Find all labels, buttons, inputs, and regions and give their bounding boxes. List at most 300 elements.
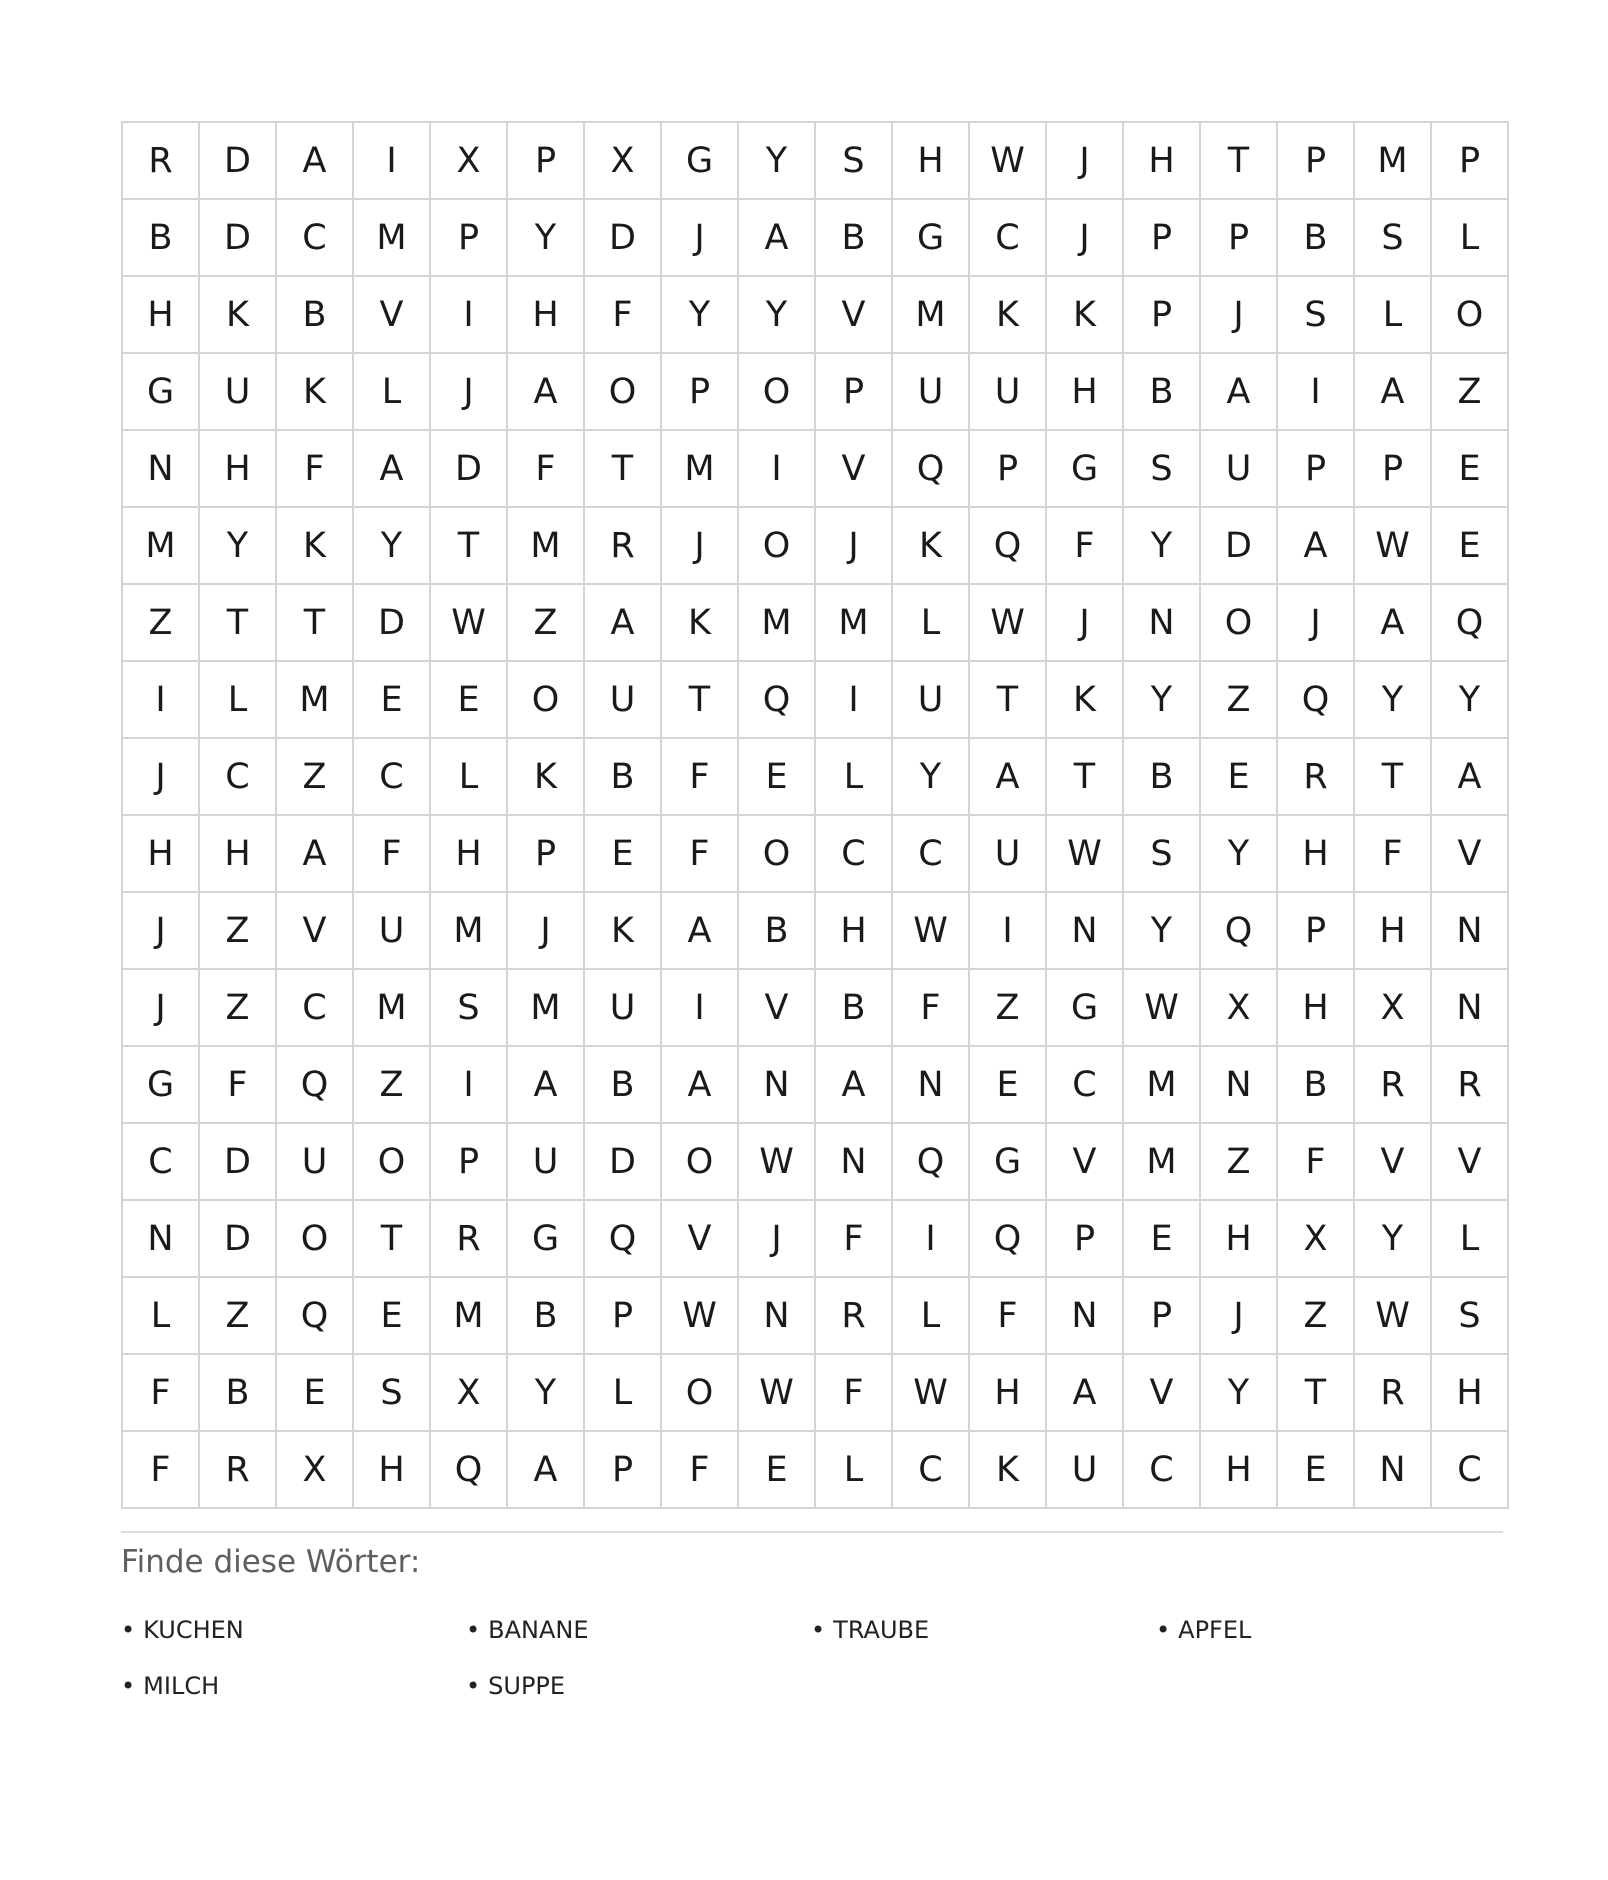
- grid-cell[interactable]: W: [1355, 508, 1432, 585]
- grid-cell[interactable]: X: [1355, 970, 1432, 1047]
- grid-cell[interactable]: I: [970, 893, 1047, 970]
- grid-cell[interactable]: N: [739, 1278, 816, 1355]
- grid-cell[interactable]: E: [1201, 739, 1278, 816]
- grid-cell[interactable]: U: [1047, 1432, 1124, 1509]
- grid-cell[interactable]: M: [1124, 1124, 1201, 1201]
- grid-cell[interactable]: A: [354, 431, 431, 508]
- grid-cell[interactable]: G: [123, 1047, 200, 1124]
- grid-cell[interactable]: I: [123, 662, 200, 739]
- grid-cell[interactable]: F: [970, 1278, 1047, 1355]
- grid-cell[interactable]: U: [1201, 431, 1278, 508]
- grid-cell[interactable]: H: [1201, 1432, 1278, 1509]
- grid-cell[interactable]: C: [277, 970, 354, 1047]
- grid-cell[interactable]: H: [1278, 970, 1355, 1047]
- grid-cell[interactable]: R: [1278, 739, 1355, 816]
- grid-cell[interactable]: V: [662, 1201, 739, 1278]
- grid-cell[interactable]: H: [431, 816, 508, 893]
- grid-cell[interactable]: T: [970, 662, 1047, 739]
- grid-cell[interactable]: Q: [277, 1047, 354, 1124]
- grid-cell[interactable]: A: [508, 1047, 585, 1124]
- grid-cell[interactable]: S: [354, 1355, 431, 1432]
- grid-cell[interactable]: F: [585, 277, 662, 354]
- grid-cell[interactable]: R: [1432, 1047, 1509, 1124]
- grid-cell[interactable]: V: [1432, 1124, 1509, 1201]
- grid-cell[interactable]: B: [200, 1355, 277, 1432]
- grid-cell[interactable]: E: [585, 816, 662, 893]
- grid-cell[interactable]: P: [1278, 431, 1355, 508]
- grid-cell[interactable]: L: [200, 662, 277, 739]
- grid-cell[interactable]: C: [277, 200, 354, 277]
- grid-cell[interactable]: Z: [200, 893, 277, 970]
- grid-cell[interactable]: T: [585, 431, 662, 508]
- grid-cell[interactable]: F: [200, 1047, 277, 1124]
- grid-cell[interactable]: G: [893, 200, 970, 277]
- grid-cell[interactable]: C: [970, 200, 1047, 277]
- grid-cell[interactable]: X: [431, 123, 508, 200]
- grid-cell[interactable]: B: [1278, 200, 1355, 277]
- grid-cell[interactable]: W: [431, 585, 508, 662]
- grid-cell[interactable]: Z: [123, 585, 200, 662]
- grid-cell[interactable]: F: [277, 431, 354, 508]
- grid-cell[interactable]: L: [893, 585, 970, 662]
- grid-cell[interactable]: F: [1047, 508, 1124, 585]
- grid-cell[interactable]: F: [662, 816, 739, 893]
- grid-cell[interactable]: Y: [1124, 893, 1201, 970]
- grid-cell[interactable]: T: [1201, 123, 1278, 200]
- grid-cell[interactable]: O: [277, 1201, 354, 1278]
- grid-cell[interactable]: O: [662, 1355, 739, 1432]
- grid-cell[interactable]: H: [1355, 893, 1432, 970]
- grid-cell[interactable]: X: [277, 1432, 354, 1509]
- grid-cell[interactable]: E: [431, 662, 508, 739]
- grid-cell[interactable]: H: [816, 893, 893, 970]
- grid-cell[interactable]: D: [200, 1201, 277, 1278]
- grid-cell[interactable]: D: [200, 200, 277, 277]
- grid-cell[interactable]: A: [1355, 354, 1432, 431]
- grid-cell[interactable]: I: [662, 970, 739, 1047]
- grid-cell[interactable]: T: [1278, 1355, 1355, 1432]
- grid-cell[interactable]: Q: [1278, 662, 1355, 739]
- grid-cell[interactable]: A: [508, 1432, 585, 1509]
- grid-cell[interactable]: G: [508, 1201, 585, 1278]
- grid-cell[interactable]: E: [739, 1432, 816, 1509]
- grid-cell[interactable]: R: [1355, 1355, 1432, 1432]
- grid-cell[interactable]: B: [739, 893, 816, 970]
- grid-cell[interactable]: Q: [970, 1201, 1047, 1278]
- grid-cell[interactable]: Q: [431, 1432, 508, 1509]
- grid-cell[interactable]: G: [1047, 431, 1124, 508]
- grid-cell[interactable]: A: [662, 1047, 739, 1124]
- grid-cell[interactable]: E: [1432, 431, 1509, 508]
- grid-cell[interactable]: M: [431, 1278, 508, 1355]
- grid-cell[interactable]: O: [739, 508, 816, 585]
- grid-cell[interactable]: B: [1278, 1047, 1355, 1124]
- grid-cell[interactable]: P: [816, 354, 893, 431]
- grid-cell[interactable]: Q: [739, 662, 816, 739]
- grid-cell[interactable]: W: [1047, 816, 1124, 893]
- grid-cell[interactable]: R: [1355, 1047, 1432, 1124]
- grid-cell[interactable]: H: [200, 431, 277, 508]
- grid-cell[interactable]: E: [354, 662, 431, 739]
- grid-cell[interactable]: M: [354, 200, 431, 277]
- grid-cell[interactable]: W: [662, 1278, 739, 1355]
- grid-cell[interactable]: I: [816, 662, 893, 739]
- grid-cell[interactable]: O: [1432, 277, 1509, 354]
- grid-cell[interactable]: Z: [1201, 1124, 1278, 1201]
- grid-cell[interactable]: U: [970, 816, 1047, 893]
- grid-cell[interactable]: K: [277, 508, 354, 585]
- grid-cell[interactable]: H: [1124, 123, 1201, 200]
- grid-cell[interactable]: H: [200, 816, 277, 893]
- grid-cell[interactable]: W: [739, 1355, 816, 1432]
- grid-cell[interactable]: W: [1355, 1278, 1432, 1355]
- grid-cell[interactable]: C: [893, 816, 970, 893]
- grid-cell[interactable]: M: [354, 970, 431, 1047]
- grid-cell[interactable]: E: [277, 1355, 354, 1432]
- grid-cell[interactable]: K: [200, 277, 277, 354]
- grid-cell[interactable]: Y: [1201, 816, 1278, 893]
- grid-cell[interactable]: J: [662, 200, 739, 277]
- grid-cell[interactable]: I: [354, 123, 431, 200]
- grid-cell[interactable]: N: [893, 1047, 970, 1124]
- grid-cell[interactable]: E: [354, 1278, 431, 1355]
- grid-cell[interactable]: P: [1124, 277, 1201, 354]
- grid-cell[interactable]: A: [1355, 585, 1432, 662]
- grid-cell[interactable]: X: [431, 1355, 508, 1432]
- grid-cell[interactable]: Y: [1201, 1355, 1278, 1432]
- grid-cell[interactable]: R: [123, 123, 200, 200]
- grid-cell[interactable]: V: [816, 431, 893, 508]
- grid-cell[interactable]: L: [816, 739, 893, 816]
- grid-cell[interactable]: Z: [200, 1278, 277, 1355]
- grid-cell[interactable]: A: [662, 893, 739, 970]
- grid-cell[interactable]: K: [893, 508, 970, 585]
- grid-cell[interactable]: K: [970, 277, 1047, 354]
- grid-cell[interactable]: A: [1047, 1355, 1124, 1432]
- grid-cell[interactable]: B: [1124, 354, 1201, 431]
- grid-cell[interactable]: H: [1047, 354, 1124, 431]
- grid-cell[interactable]: U: [893, 662, 970, 739]
- grid-cell[interactable]: W: [893, 1355, 970, 1432]
- grid-cell[interactable]: C: [1047, 1047, 1124, 1124]
- grid-cell[interactable]: J: [1047, 200, 1124, 277]
- grid-cell[interactable]: B: [123, 200, 200, 277]
- grid-cell[interactable]: K: [662, 585, 739, 662]
- grid-cell[interactable]: N: [1201, 1047, 1278, 1124]
- grid-cell[interactable]: S: [431, 970, 508, 1047]
- grid-cell[interactable]: D: [200, 1124, 277, 1201]
- grid-cell[interactable]: E: [1278, 1432, 1355, 1509]
- grid-cell[interactable]: U: [200, 354, 277, 431]
- grid-cell[interactable]: D: [354, 585, 431, 662]
- grid-cell[interactable]: O: [662, 1124, 739, 1201]
- grid-cell[interactable]: M: [277, 662, 354, 739]
- grid-cell[interactable]: Z: [508, 585, 585, 662]
- grid-cell[interactable]: N: [123, 1201, 200, 1278]
- grid-cell[interactable]: M: [1124, 1047, 1201, 1124]
- grid-cell[interactable]: L: [585, 1355, 662, 1432]
- grid-cell[interactable]: Y: [739, 123, 816, 200]
- grid-cell[interactable]: F: [893, 970, 970, 1047]
- grid-cell[interactable]: Z: [277, 739, 354, 816]
- grid-cell[interactable]: O: [508, 662, 585, 739]
- grid-cell[interactable]: P: [1124, 1278, 1201, 1355]
- grid-cell[interactable]: F: [354, 816, 431, 893]
- grid-cell[interactable]: B: [585, 739, 662, 816]
- grid-cell[interactable]: Y: [1355, 1201, 1432, 1278]
- grid-cell[interactable]: U: [508, 1124, 585, 1201]
- grid-cell[interactable]: P: [1124, 200, 1201, 277]
- grid-cell[interactable]: Y: [1432, 662, 1509, 739]
- grid-cell[interactable]: F: [123, 1355, 200, 1432]
- grid-cell[interactable]: H: [970, 1355, 1047, 1432]
- grid-cell[interactable]: S: [1278, 277, 1355, 354]
- grid-cell[interactable]: H: [1201, 1201, 1278, 1278]
- grid-cell[interactable]: H: [123, 816, 200, 893]
- grid-cell[interactable]: F: [508, 431, 585, 508]
- grid-cell[interactable]: Q: [1201, 893, 1278, 970]
- grid-cell[interactable]: U: [277, 1124, 354, 1201]
- grid-cell[interactable]: W: [893, 893, 970, 970]
- grid-cell[interactable]: Y: [893, 739, 970, 816]
- grid-cell[interactable]: P: [508, 123, 585, 200]
- grid-cell[interactable]: U: [354, 893, 431, 970]
- grid-cell[interactable]: O: [739, 354, 816, 431]
- grid-cell[interactable]: M: [431, 893, 508, 970]
- grid-cell[interactable]: Y: [1124, 508, 1201, 585]
- grid-cell[interactable]: J: [123, 739, 200, 816]
- grid-cell[interactable]: G: [123, 354, 200, 431]
- grid-cell[interactable]: L: [1432, 1201, 1509, 1278]
- grid-cell[interactable]: F: [662, 1432, 739, 1509]
- grid-cell[interactable]: W: [970, 585, 1047, 662]
- grid-cell[interactable]: N: [1124, 585, 1201, 662]
- grid-cell[interactable]: E: [970, 1047, 1047, 1124]
- grid-cell[interactable]: M: [739, 585, 816, 662]
- grid-cell[interactable]: N: [739, 1047, 816, 1124]
- grid-cell[interactable]: W: [739, 1124, 816, 1201]
- grid-cell[interactable]: P: [508, 816, 585, 893]
- grid-cell[interactable]: Z: [1201, 662, 1278, 739]
- grid-cell[interactable]: Y: [354, 508, 431, 585]
- grid-cell[interactable]: P: [1278, 893, 1355, 970]
- grid-cell[interactable]: J: [431, 354, 508, 431]
- grid-cell[interactable]: V: [1355, 1124, 1432, 1201]
- grid-cell[interactable]: L: [123, 1278, 200, 1355]
- grid-cell[interactable]: Y: [662, 277, 739, 354]
- grid-cell[interactable]: K: [277, 354, 354, 431]
- grid-cell[interactable]: H: [893, 123, 970, 200]
- grid-cell[interactable]: Q: [893, 1124, 970, 1201]
- grid-cell[interactable]: T: [277, 585, 354, 662]
- grid-cell[interactable]: N: [1355, 1432, 1432, 1509]
- grid-cell[interactable]: Y: [739, 277, 816, 354]
- grid-cell[interactable]: V: [1047, 1124, 1124, 1201]
- grid-cell[interactable]: T: [662, 662, 739, 739]
- grid-cell[interactable]: I: [739, 431, 816, 508]
- grid-cell[interactable]: B: [1124, 739, 1201, 816]
- grid-cell[interactable]: C: [123, 1124, 200, 1201]
- grid-cell[interactable]: R: [816, 1278, 893, 1355]
- grid-cell[interactable]: S: [1124, 431, 1201, 508]
- grid-cell[interactable]: S: [1124, 816, 1201, 893]
- grid-cell[interactable]: S: [1432, 1278, 1509, 1355]
- grid-cell[interactable]: S: [816, 123, 893, 200]
- grid-cell[interactable]: J: [1047, 585, 1124, 662]
- grid-cell[interactable]: X: [1278, 1201, 1355, 1278]
- grid-cell[interactable]: K: [970, 1432, 1047, 1509]
- grid-cell[interactable]: R: [200, 1432, 277, 1509]
- grid-cell[interactable]: M: [508, 508, 585, 585]
- grid-cell[interactable]: C: [200, 739, 277, 816]
- grid-cell[interactable]: I: [1278, 354, 1355, 431]
- grid-cell[interactable]: E: [739, 739, 816, 816]
- grid-cell[interactable]: N: [1047, 1278, 1124, 1355]
- grid-cell[interactable]: B: [277, 277, 354, 354]
- grid-cell[interactable]: B: [816, 970, 893, 1047]
- grid-cell[interactable]: P: [662, 354, 739, 431]
- grid-cell[interactable]: A: [585, 585, 662, 662]
- grid-cell[interactable]: Y: [508, 1355, 585, 1432]
- grid-cell[interactable]: M: [893, 277, 970, 354]
- grid-cell[interactable]: L: [1355, 277, 1432, 354]
- grid-cell[interactable]: P: [1432, 123, 1509, 200]
- grid-cell[interactable]: O: [1201, 585, 1278, 662]
- grid-cell[interactable]: J: [1278, 585, 1355, 662]
- grid-cell[interactable]: G: [1047, 970, 1124, 1047]
- grid-cell[interactable]: F: [1278, 1124, 1355, 1201]
- grid-cell[interactable]: H: [1432, 1355, 1509, 1432]
- grid-cell[interactable]: V: [739, 970, 816, 1047]
- grid-cell[interactable]: U: [970, 354, 1047, 431]
- grid-cell[interactable]: C: [1124, 1432, 1201, 1509]
- grid-cell[interactable]: E: [1124, 1201, 1201, 1278]
- grid-cell[interactable]: L: [893, 1278, 970, 1355]
- grid-cell[interactable]: V: [816, 277, 893, 354]
- grid-cell[interactable]: L: [354, 354, 431, 431]
- grid-cell[interactable]: I: [893, 1201, 970, 1278]
- grid-cell[interactable]: A: [1432, 739, 1509, 816]
- grid-cell[interactable]: B: [816, 200, 893, 277]
- grid-cell[interactable]: J: [1201, 1278, 1278, 1355]
- grid-cell[interactable]: Y: [508, 200, 585, 277]
- grid-cell[interactable]: Q: [893, 431, 970, 508]
- grid-cell[interactable]: D: [431, 431, 508, 508]
- grid-cell[interactable]: J: [739, 1201, 816, 1278]
- grid-cell[interactable]: M: [123, 508, 200, 585]
- grid-cell[interactable]: D: [1201, 508, 1278, 585]
- grid-cell[interactable]: R: [585, 508, 662, 585]
- grid-cell[interactable]: A: [739, 200, 816, 277]
- grid-cell[interactable]: T: [1047, 739, 1124, 816]
- grid-cell[interactable]: A: [816, 1047, 893, 1124]
- grid-cell[interactable]: A: [1201, 354, 1278, 431]
- grid-cell[interactable]: A: [1278, 508, 1355, 585]
- grid-cell[interactable]: Q: [1432, 585, 1509, 662]
- grid-cell[interactable]: J: [508, 893, 585, 970]
- grid-cell[interactable]: N: [816, 1124, 893, 1201]
- grid-cell[interactable]: Y: [200, 508, 277, 585]
- grid-cell[interactable]: N: [1047, 893, 1124, 970]
- grid-cell[interactable]: U: [893, 354, 970, 431]
- grid-cell[interactable]: K: [1047, 277, 1124, 354]
- grid-cell[interactable]: I: [431, 1047, 508, 1124]
- grid-cell[interactable]: H: [508, 277, 585, 354]
- grid-cell[interactable]: H: [1278, 816, 1355, 893]
- grid-cell[interactable]: F: [816, 1201, 893, 1278]
- grid-cell[interactable]: J: [123, 893, 200, 970]
- grid-cell[interactable]: P: [1355, 431, 1432, 508]
- grid-cell[interactable]: A: [508, 354, 585, 431]
- grid-cell[interactable]: J: [1047, 123, 1124, 200]
- grid-cell[interactable]: Q: [585, 1201, 662, 1278]
- grid-cell[interactable]: T: [431, 508, 508, 585]
- grid-cell[interactable]: D: [585, 1124, 662, 1201]
- grid-cell[interactable]: N: [1432, 970, 1509, 1047]
- grid-cell[interactable]: V: [1432, 816, 1509, 893]
- grid-cell[interactable]: P: [585, 1278, 662, 1355]
- grid-cell[interactable]: A: [277, 123, 354, 200]
- grid-cell[interactable]: P: [1047, 1201, 1124, 1278]
- grid-cell[interactable]: M: [1355, 123, 1432, 200]
- grid-cell[interactable]: W: [1124, 970, 1201, 1047]
- grid-cell[interactable]: J: [662, 508, 739, 585]
- grid-cell[interactable]: W: [970, 123, 1047, 200]
- grid-cell[interactable]: F: [662, 739, 739, 816]
- grid-cell[interactable]: F: [816, 1355, 893, 1432]
- grid-cell[interactable]: G: [662, 123, 739, 200]
- grid-cell[interactable]: M: [508, 970, 585, 1047]
- grid-cell[interactable]: P: [431, 200, 508, 277]
- grid-cell[interactable]: V: [1124, 1355, 1201, 1432]
- grid-cell[interactable]: L: [1432, 200, 1509, 277]
- grid-cell[interactable]: J: [123, 970, 200, 1047]
- grid-cell[interactable]: P: [1201, 200, 1278, 277]
- grid-cell[interactable]: I: [431, 277, 508, 354]
- grid-cell[interactable]: Y: [1355, 662, 1432, 739]
- grid-cell[interactable]: L: [816, 1432, 893, 1509]
- grid-cell[interactable]: P: [585, 1432, 662, 1509]
- grid-cell[interactable]: E: [1432, 508, 1509, 585]
- grid-cell[interactable]: L: [431, 739, 508, 816]
- grid-cell[interactable]: R: [431, 1201, 508, 1278]
- grid-cell[interactable]: T: [200, 585, 277, 662]
- grid-cell[interactable]: Z: [1278, 1278, 1355, 1355]
- grid-cell[interactable]: C: [893, 1432, 970, 1509]
- grid-cell[interactable]: K: [1047, 662, 1124, 739]
- grid-cell[interactable]: G: [970, 1124, 1047, 1201]
- grid-cell[interactable]: Q: [277, 1278, 354, 1355]
- grid-cell[interactable]: P: [970, 431, 1047, 508]
- grid-cell[interactable]: J: [1201, 277, 1278, 354]
- grid-cell[interactable]: H: [123, 277, 200, 354]
- grid-cell[interactable]: O: [585, 354, 662, 431]
- grid-cell[interactable]: T: [354, 1201, 431, 1278]
- grid-cell[interactable]: N: [1432, 893, 1509, 970]
- grid-cell[interactable]: C: [1432, 1432, 1509, 1509]
- grid-cell[interactable]: B: [585, 1047, 662, 1124]
- grid-cell[interactable]: H: [354, 1432, 431, 1509]
- grid-cell[interactable]: Z: [970, 970, 1047, 1047]
- grid-cell[interactable]: K: [508, 739, 585, 816]
- grid-cell[interactable]: U: [585, 662, 662, 739]
- grid-cell[interactable]: B: [508, 1278, 585, 1355]
- grid-cell[interactable]: F: [1355, 816, 1432, 893]
- grid-cell[interactable]: U: [585, 970, 662, 1047]
- grid-cell[interactable]: Z: [1432, 354, 1509, 431]
- grid-cell[interactable]: S: [1355, 200, 1432, 277]
- grid-cell[interactable]: P: [1278, 123, 1355, 200]
